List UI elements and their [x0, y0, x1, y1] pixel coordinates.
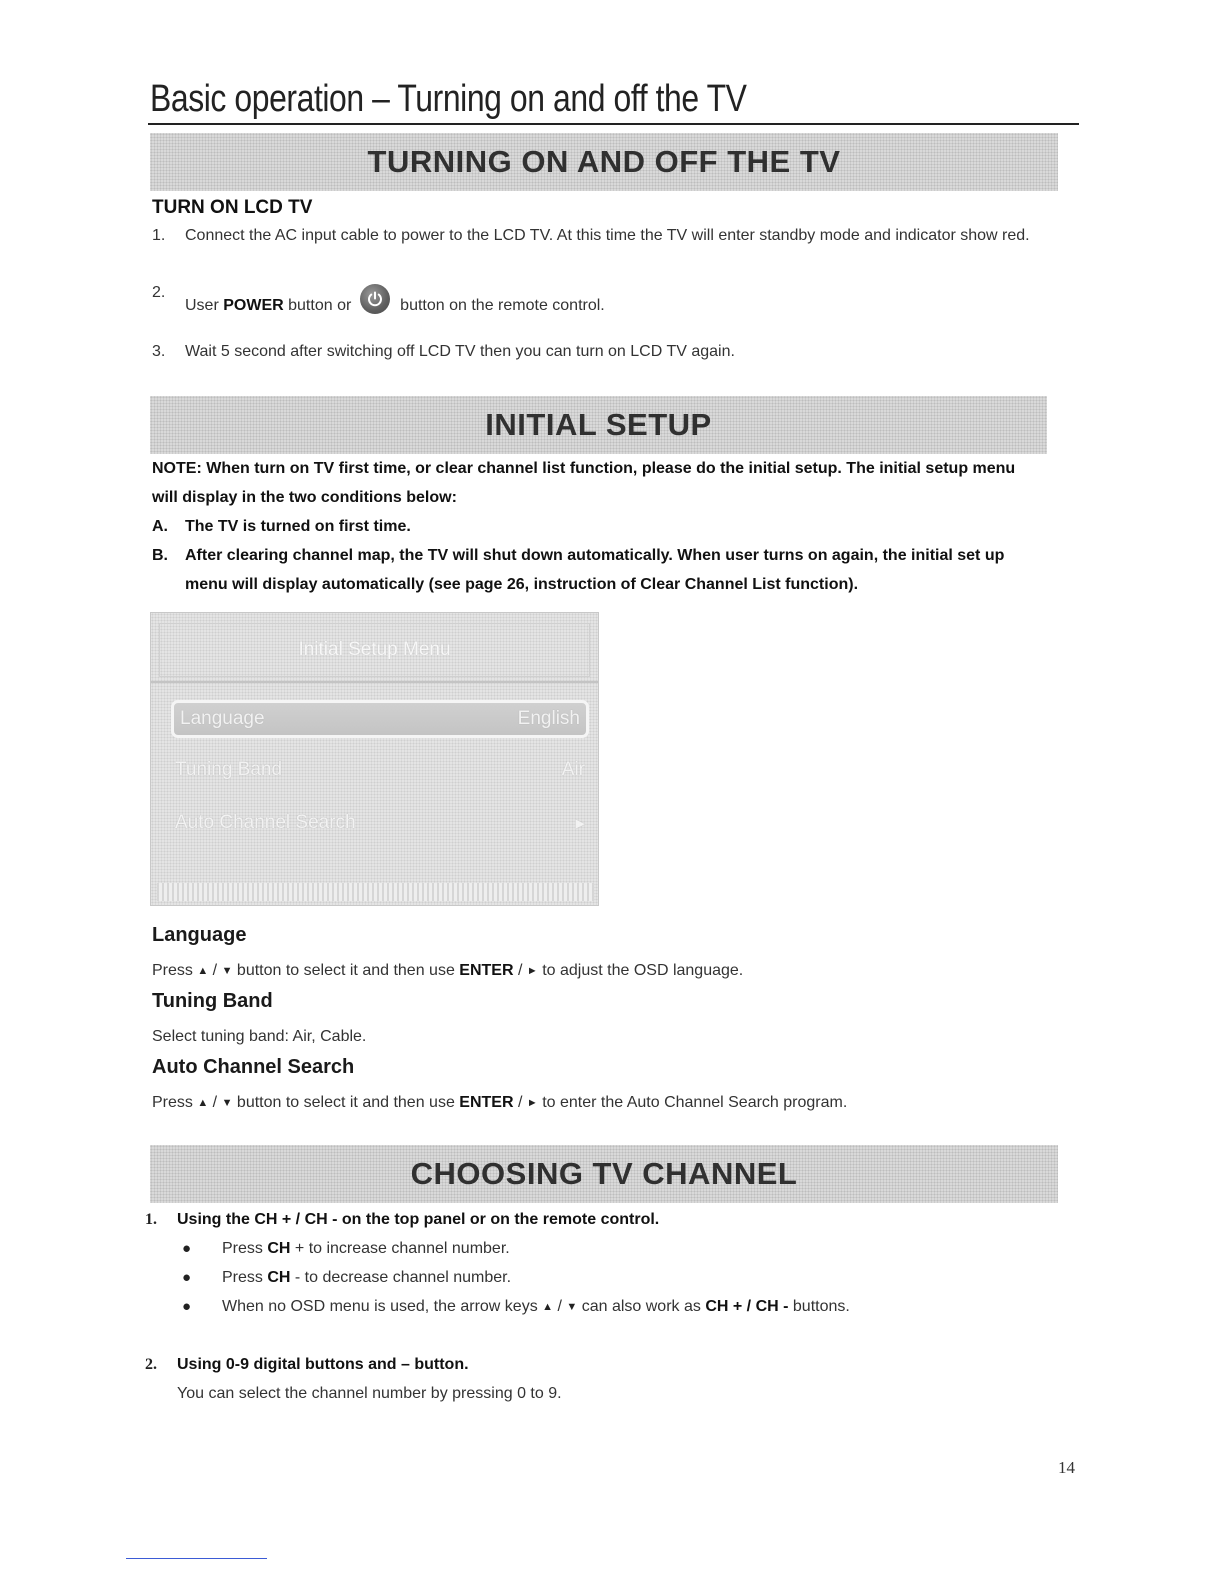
step-text-part: button on the remote control. — [395, 297, 605, 314]
ch-label: CH — [267, 1269, 291, 1286]
enter-label: ENTER — [459, 1094, 514, 1111]
bullet-text — [222, 1298, 850, 1316]
text-part: Press — [222, 1269, 268, 1286]
text-part: When no OSD menu is used, the arrow keys — [222, 1298, 543, 1315]
text-part: can also work as — [577, 1298, 706, 1315]
osd-divider — [151, 681, 598, 683]
right-arrow-icon: ► — [526, 1097, 538, 1109]
note-line: NOTE: When turn on TV first time, or clear channel list function, please do the initial setup. The initial setup menu — [152, 460, 1016, 477]
banner-text: TURNING ON AND OFF THE TV — [367, 144, 841, 179]
step-number: 2. — [152, 284, 166, 301]
text-part: button to select it and then use — [232, 1094, 460, 1111]
up-arrow-icon: ▲ — [542, 1301, 554, 1313]
up-arrow-icon: ▲ — [197, 965, 209, 977]
right-arrow-icon: ► — [526, 965, 538, 977]
tuning-band-heading: Tuning Band — [152, 990, 273, 1012]
footer-line — [126, 1558, 267, 1559]
initial-setup-menu-image — [150, 612, 599, 906]
text-part: Press — [152, 1094, 198, 1111]
text-part: / — [513, 1094, 527, 1111]
section-banner-initial-setup — [150, 396, 1047, 454]
down-arrow-icon: ▼ — [221, 1097, 233, 1109]
step-text-part: button or — [283, 297, 356, 314]
up-arrow-icon: ▲ — [197, 1097, 209, 1109]
bullet-icon: ● — [182, 1269, 192, 1286]
text-part: to adjust the OSD language. — [537, 962, 744, 979]
text-part: - to decrease channel number. — [290, 1269, 512, 1286]
ch-label: CH — [267, 1240, 291, 1257]
text-part: / — [513, 962, 527, 979]
section-banner-turning-on-off — [150, 133, 1058, 191]
power-label: POWER — [223, 297, 284, 314]
text-part: button to select it and then use — [232, 962, 460, 979]
down-arrow-icon: ▼ — [566, 1301, 578, 1313]
osd-row-label: Tuning Band — [175, 759, 283, 780]
step-text: Wait 5 second after switching off LCD TV then you can turn on LCD TV again. — [185, 343, 735, 360]
title-divider — [148, 123, 1079, 125]
osd-row-arrow-icon: ▸ — [575, 812, 585, 834]
step-text-part: User — [185, 297, 224, 314]
osd-title-bar — [159, 623, 590, 677]
text-part: / — [553, 1298, 567, 1315]
osd-row-label: Language — [180, 708, 265, 729]
auto-search-heading: Auto Channel Search — [152, 1056, 355, 1078]
section-banner-choosing-channel — [150, 1145, 1058, 1203]
bullet-text — [222, 1240, 510, 1258]
text-part: Press — [152, 962, 198, 979]
language-text — [152, 962, 743, 980]
condition-text: menu will display automatically (see page 26, instruction of Clear Channel List function). — [185, 576, 859, 593]
language-heading: Language — [152, 924, 247, 946]
item-number: 2. — [145, 1356, 157, 1373]
osd-row-auto-channel-search — [175, 806, 585, 840]
power-icon — [360, 284, 390, 314]
item-number: 1. — [145, 1211, 157, 1228]
turn-on-heading: TURN ON LCD TV — [152, 197, 313, 218]
banner-text: INITIAL SETUP — [485, 407, 712, 442]
text-part: / — [208, 962, 222, 979]
osd-row-language — [171, 700, 589, 738]
banner-text: CHOOSING TV CHANNEL — [410, 1156, 798, 1191]
tuning-band-text: Select tuning band: Air, Cable. — [152, 1028, 367, 1045]
osd-row-value: Air — [561, 759, 585, 780]
bullet-text — [222, 1269, 511, 1287]
condition-letter: B. — [152, 547, 168, 564]
osd-row-value: English — [517, 708, 580, 729]
note-line: will display in the two conditions below: — [152, 489, 457, 506]
osd-row-label: Auto Channel Search — [175, 812, 356, 833]
text-part: buttons. — [788, 1298, 850, 1315]
text-part: + to increase channel number. — [290, 1240, 510, 1257]
condition-text: After clearing channel map, the TV will shut down automatically. When user turns on again, the initial set up — [185, 547, 1005, 564]
text-part: to enter the Auto Channel Search program. — [537, 1094, 848, 1111]
condition-letter: A. — [152, 518, 168, 535]
step-number: 1. — [152, 227, 166, 244]
down-arrow-icon: ▼ — [221, 965, 233, 977]
item-title: Using 0-9 digital buttons and – button. — [177, 1356, 469, 1373]
item-text: You can select the channel number by pressing 0 to 9. — [177, 1385, 562, 1402]
item-title: Using the CH + / CH - on the top panel or on the remote control. — [177, 1211, 660, 1228]
ch-label: CH + / CH - — [705, 1298, 789, 1315]
osd-title: Initial Setup Menu — [298, 639, 451, 660]
enter-label: ENTER — [459, 962, 514, 979]
bullet-icon: ● — [182, 1240, 192, 1257]
text-part: / — [208, 1094, 222, 1111]
osd-footer-bar — [157, 883, 594, 901]
text-part: Press — [222, 1240, 268, 1257]
auto-search-text — [152, 1094, 847, 1112]
osd-row-tuning-band — [175, 753, 585, 787]
page-title: Basic operation – Turning on and off the TV — [150, 78, 747, 120]
page-number: 14 — [1058, 1458, 1075, 1477]
step-number: 3. — [152, 343, 166, 360]
step-text — [185, 284, 605, 315]
bullet-icon: ● — [182, 1298, 192, 1315]
condition-text: The TV is turned on first time. — [185, 518, 411, 535]
step-text: Connect the AC input cable to power to the LCD TV. At this time the TV will enter standby mode and indicator show red. — [185, 227, 1030, 244]
